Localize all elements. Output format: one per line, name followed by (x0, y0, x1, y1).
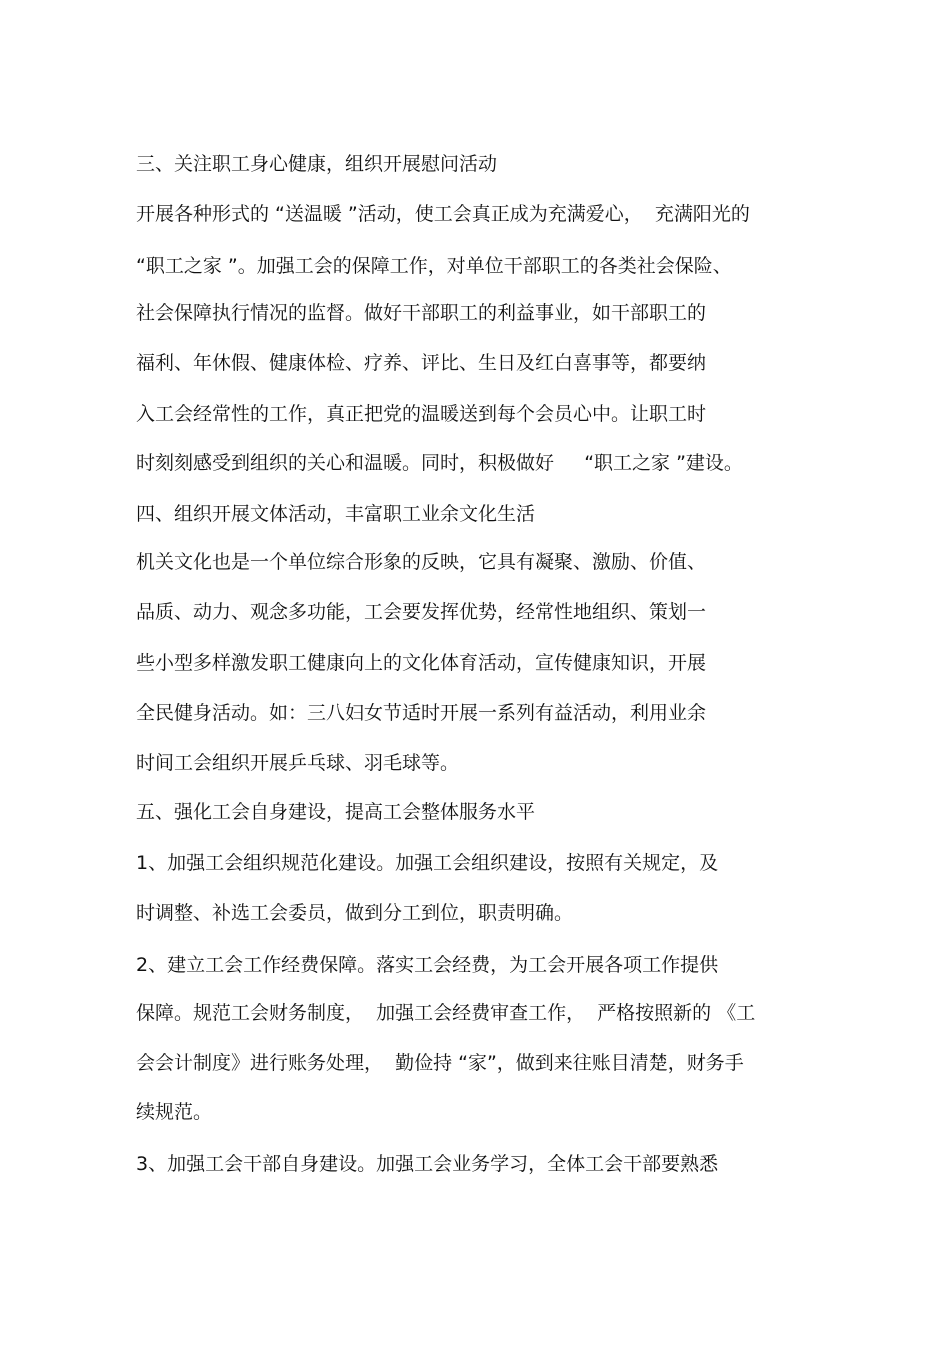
paragraph-line: 1、加强工会组织规范化建设。加强工会组织建设，按照有关规定，及 (136, 852, 719, 874)
paragraph-line: 时调整、补选工会委员，做到分工到位，职责明确。 (136, 902, 574, 924)
section-heading-5: 五、强化工会自身建设，提高工会整体服务水平 (136, 801, 536, 823)
paragraph-line: 社会保障执行情况的监督。做好干部职工的利益事业，如干部职工的 (136, 302, 707, 324)
paragraph-line: 时刻刻感受到组织的关心和温暖。同时，积极做好 “职工之家 ”建设。 (136, 452, 743, 474)
paragraph-line: 机关文化也是一个单位综合形象的反映，它具有凝聚、激励、价值、 (136, 551, 707, 573)
section-heading-4: 四、组织开展文体活动，丰富职工业余文化生活 (136, 503, 536, 525)
paragraph-line: 入工会经常性的工作，真正把党的温暖送到每个会员心中。让职工时 (136, 403, 707, 425)
paragraph-line: 保障。规范工会财务制度， 加强工会经费审查工作， 严格按照新的 《工 (136, 1002, 756, 1024)
paragraph-line: 续规范。 (136, 1101, 213, 1123)
paragraph-line: 会会计制度》进行账务处理， 勤俭持 “家”，做到来往账目清楚，财务手 (136, 1052, 744, 1074)
paragraph-line: 2、建立工会工作经费保障。落实工会经费，为工会开展各项工作提供 (136, 954, 719, 976)
paragraph-line: “职工之家 ”。加强工会的保障工作，对单位干部职工的各类社会保险、 (136, 255, 732, 277)
paragraph-line: 些小型多样激发职工健康向上的文化体育活动，宣传健康知识，开展 (136, 652, 707, 674)
paragraph-line: 福利、年休假、健康体检、疗养、评比、生日及红白喜事等，都要纳 (136, 352, 707, 374)
paragraph-line: 时间工会组织开展乒乓球、羽毛球等。 (136, 752, 460, 774)
section-heading-3: 三、关注职工身心健康，组织开展慰问活动 (136, 153, 498, 175)
paragraph-line: 全民健身活动。如：三八妇女节适时开展一系列有益活动，利用业余 (136, 702, 707, 724)
paragraph-line: 开展各种形式的 “送温暖 ”活动，使工会真正成为充满爱心， 充满阳光的 (136, 203, 750, 225)
paragraph-line: 品质、动力、观念多功能，工会要发挥优势，经常性地组织、策划一 (136, 601, 707, 623)
paragraph-line: 3、加强工会干部自身建设。加强工会业务学习，全体工会干部要熟悉 (136, 1153, 719, 1175)
